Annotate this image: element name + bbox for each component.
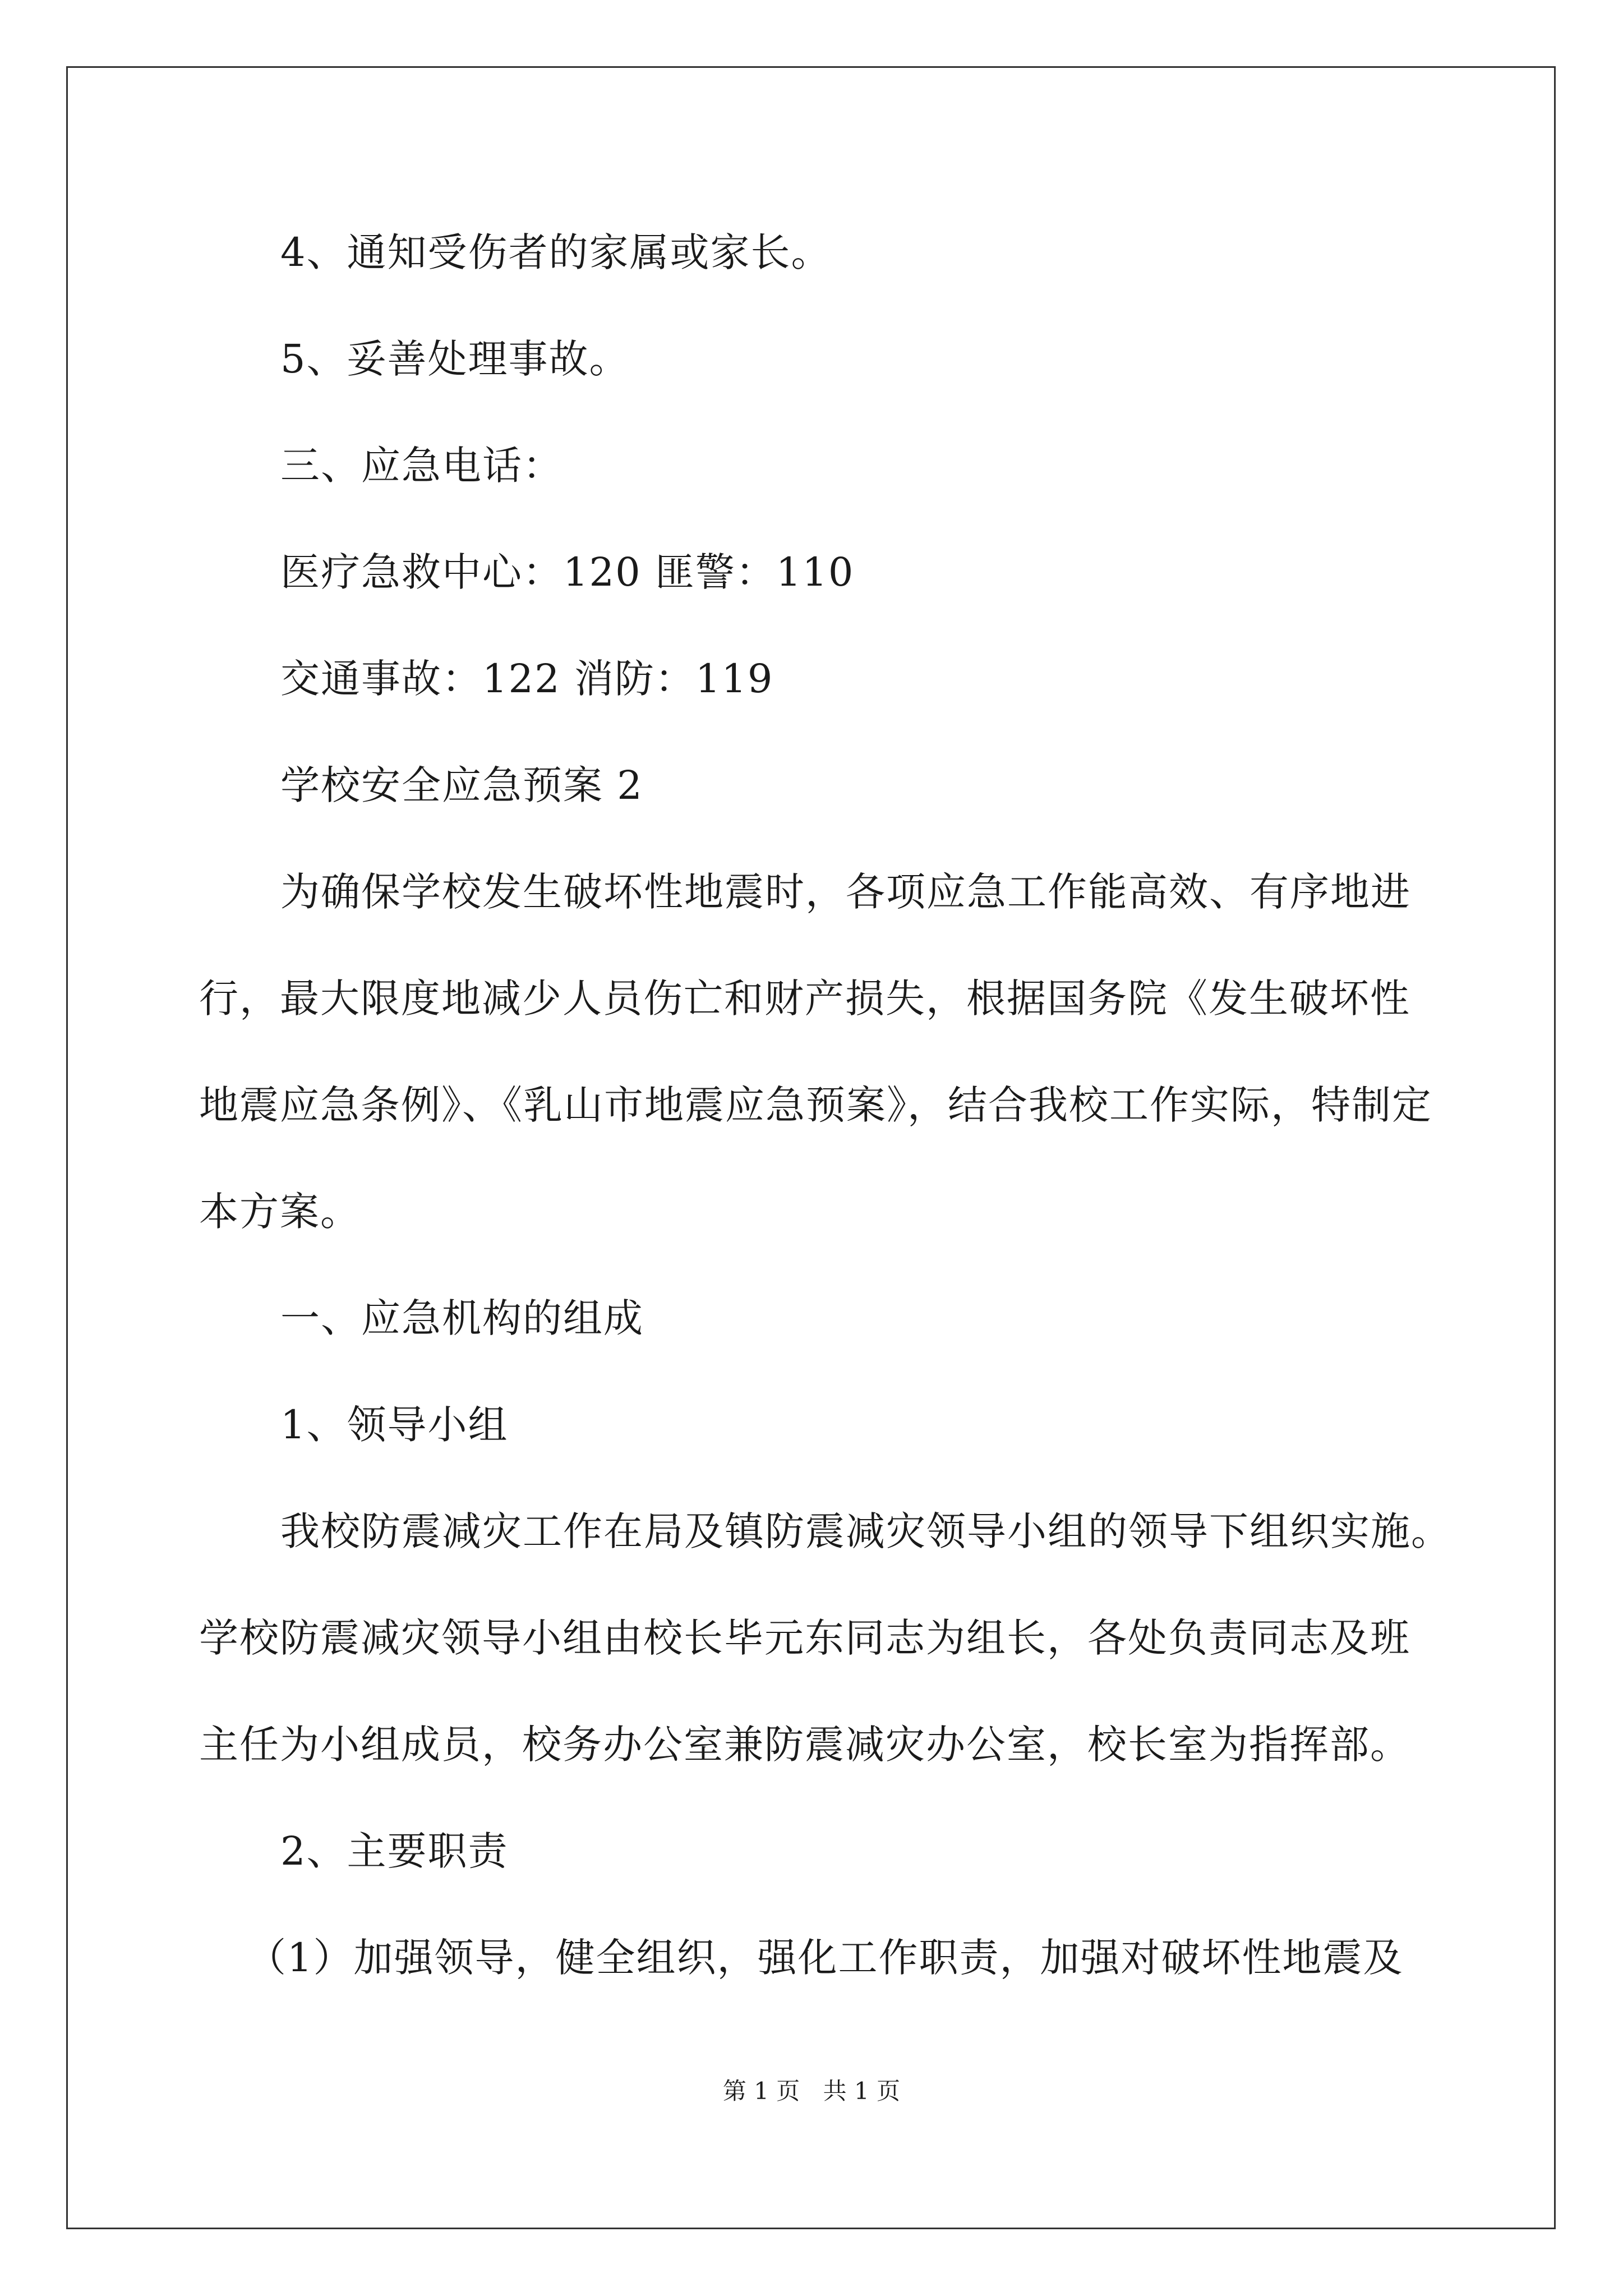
page-total: 共 1 页 [823,2077,901,2105]
page-footer [0,2076,1623,2107]
text-line-14: 学校防震减灾领导小组由校长毕元东同志为组长，各处负责同志及班 [199,1615,1410,1661]
text-line-17: （1）加强领导，健全组织，强化工作职责，加强对破坏性地震及 [247,1935,1404,1981]
page-number: 第 1 页 [722,2077,800,2105]
text-line-1: 4、通知受伤者的家属或家长。 [280,229,832,275]
text-line-15: 主任为小组成员，校务办公室兼防震减灾办公室，校长室为指挥部。 [199,1722,1410,1768]
text-line-7: 为确保学校发生破坏性地震时，各项应急工作能高效、有序地进 [280,869,1411,915]
text-line-8: 行，最大限度地减少人员伤亡和财产损失，根据国务院《发生破坏性 [199,976,1410,1022]
text-line-11: 一、应急机构的组成 [280,1295,644,1341]
text-line-9: 地震应急条例》、《乳山市地震应急预案》，结合我校工作实际，特制定 [199,1082,1432,1128]
text-line-2: 5、妥善处理事故。 [280,336,630,382]
text-line-3: 三、应急电话： [280,443,563,489]
text-line-10: 本方案。 [199,1189,361,1235]
text-line-16: 2、主要职责 [280,1828,509,1874]
text-line-5: 交通事故：122 消防：119 [280,656,774,702]
page-border [66,66,1556,2229]
text-line-6: 学校安全应急预案 2 [280,762,643,808]
text-line-4: 医疗急救中心：120 匪警：110 [280,549,855,595]
text-line-13: 我校防震减灾工作在局及镇防震减灾领导小组的领导下组织实施。 [280,1508,1451,1554]
text-line-12: 1、领导小组 [280,1402,509,1448]
